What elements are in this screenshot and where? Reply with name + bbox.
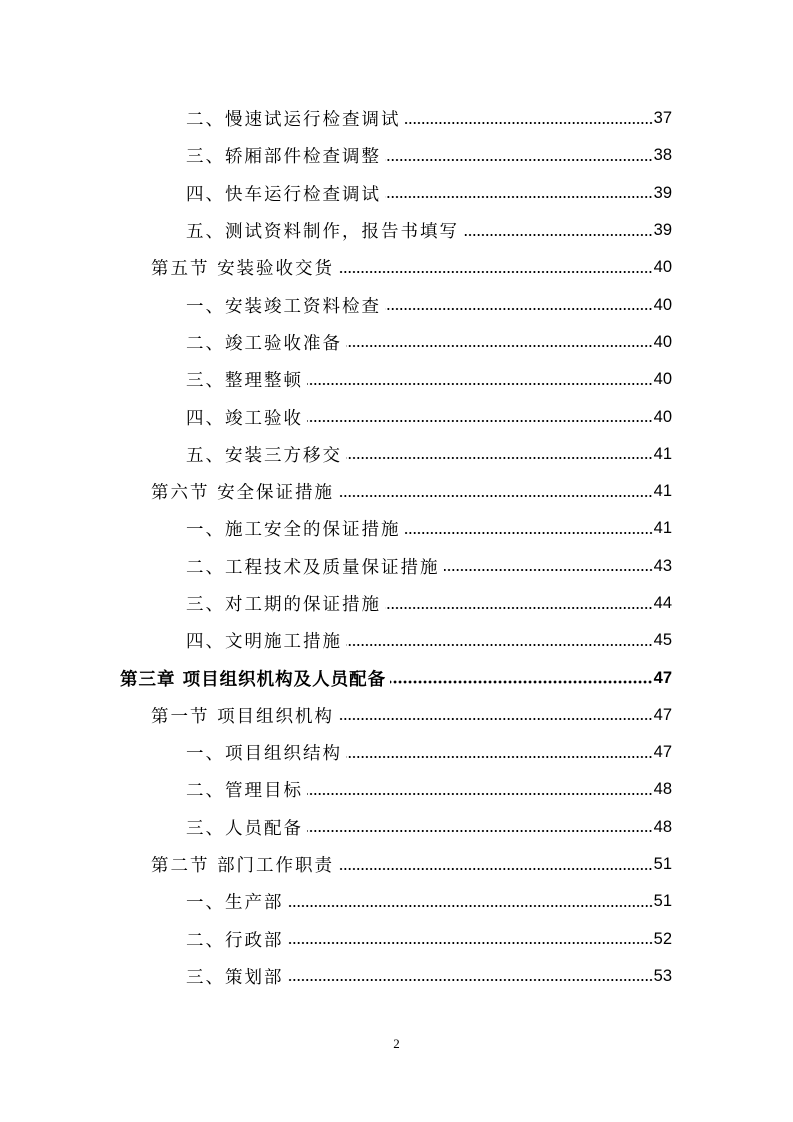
toc-entry-title: 三、整理整顿	[186, 367, 307, 392]
toc-entry-page: 51	[653, 892, 672, 911]
dot-leader	[288, 940, 653, 946]
dot-leader	[307, 828, 653, 834]
toc-entry-title: 四、竣工验收	[186, 405, 307, 430]
toc-chapter-entry[interactable]	[0, 659, 793, 696]
toc-entry[interactable]	[0, 436, 793, 473]
toc-entry[interactable]	[0, 734, 793, 771]
toc-entry-title: 四、文明施工措施	[186, 628, 346, 653]
toc-entry[interactable]	[0, 883, 793, 920]
dot-leader	[338, 493, 653, 499]
dot-leader	[385, 194, 653, 200]
dot-leader	[390, 679, 653, 685]
toc-entry-title: 一、安装竣工资料检查	[186, 293, 385, 318]
toc-entry[interactable]	[0, 361, 793, 398]
toc-section-entry[interactable]	[0, 697, 793, 734]
toc-entry[interactable]	[0, 921, 793, 958]
toc-entry[interactable]	[0, 510, 793, 547]
dot-leader	[307, 418, 653, 424]
toc-entry[interactable]	[0, 809, 793, 846]
toc-entry-page: 47	[653, 743, 672, 762]
dot-leader	[338, 866, 653, 872]
toc-section-entry[interactable]	[0, 249, 793, 286]
dot-leader	[338, 269, 653, 275]
toc-entry-title: 一、生产部	[186, 889, 288, 914]
toc-entry-page: 39	[653, 221, 672, 240]
toc-entry-page: 40	[653, 407, 672, 426]
dot-leader	[307, 381, 653, 387]
toc-entry-title: 第一节 项目组织机构	[151, 703, 338, 728]
toc-entry-page: 41	[653, 482, 672, 501]
toc-entry-page: 39	[653, 183, 672, 202]
dot-leader	[346, 754, 653, 760]
dot-leader	[307, 791, 653, 797]
toc-section-entry[interactable]	[0, 846, 793, 883]
toc-entry-page: 48	[653, 780, 672, 799]
dot-leader	[338, 716, 653, 722]
dot-leader	[463, 232, 653, 238]
toc-entry-page: 51	[653, 855, 672, 874]
toc-entry[interactable]	[0, 175, 793, 212]
toc-entry-title: 第三章 项目组织机构及人员配备	[120, 666, 390, 691]
toc-entry-page: 37	[653, 109, 672, 128]
toc-entry[interactable]	[0, 958, 793, 995]
toc-entry[interactable]	[0, 548, 793, 585]
dot-leader	[405, 120, 653, 126]
toc-entry-title: 三、轿厢部件检查调整	[186, 143, 385, 168]
dot-leader	[385, 157, 653, 163]
dot-leader	[346, 642, 653, 648]
toc-entry-title: 一、施工安全的保证措施	[186, 516, 405, 541]
toc-entry-page: 45	[653, 631, 672, 650]
dot-leader	[405, 530, 653, 536]
toc-entry-title: 五、安装三方移交	[186, 442, 346, 467]
toc-entry-title: 三、策划部	[186, 964, 288, 989]
page-number: 2	[393, 1036, 400, 1051]
toc-entry-page: 40	[653, 258, 672, 277]
table-of-contents	[0, 100, 793, 995]
toc-entry-title: 二、竣工验收准备	[186, 330, 346, 355]
toc-entry[interactable]	[0, 622, 793, 659]
toc-entry[interactable]	[0, 212, 793, 249]
dot-leader	[385, 306, 653, 312]
toc-entry[interactable]	[0, 286, 793, 323]
toc-entry[interactable]	[0, 100, 793, 137]
toc-entry-page: 47	[653, 668, 672, 687]
toc-entry-title: 二、行政部	[186, 927, 288, 952]
toc-entry-page: 53	[653, 966, 672, 985]
dot-leader	[346, 455, 653, 461]
toc-entry-page: 52	[653, 929, 672, 948]
toc-entry-page: 38	[653, 146, 672, 165]
toc-entry-page: 48	[653, 817, 672, 836]
toc-entry[interactable]	[0, 324, 793, 361]
toc-entry-page: 40	[653, 370, 672, 389]
toc-entry-title: 三、人员配备	[186, 815, 307, 840]
toc-entry-title: 第六节 安全保证措施	[151, 479, 338, 504]
toc-entry-page: 41	[653, 444, 672, 463]
toc-entry-title: 三、对工期的保证措施	[186, 591, 385, 616]
dot-leader	[288, 977, 653, 983]
toc-section-entry[interactable]	[0, 473, 793, 510]
toc-entry-page: 41	[653, 519, 672, 538]
toc-entry[interactable]	[0, 137, 793, 174]
toc-entry-page: 47	[653, 705, 672, 724]
toc-entry[interactable]	[0, 398, 793, 435]
toc-entry[interactable]	[0, 771, 793, 808]
toc-entry-page: 40	[653, 332, 672, 351]
toc-entry-title: 一、项目组织结构	[186, 740, 346, 765]
toc-entry-title: 二、慢速试运行检查调试	[186, 106, 405, 131]
dot-leader	[346, 343, 653, 349]
toc-entry-title: 四、快车运行检查调试	[186, 181, 385, 206]
toc-entry-title: 第二节 部门工作职责	[151, 852, 338, 877]
dot-leader	[288, 903, 653, 909]
toc-entry-title: 二、工程技术及质量保证措施	[186, 554, 444, 579]
toc-entry-title: 第五节 安装验收交货	[151, 255, 338, 280]
toc-entry-page: 44	[653, 594, 672, 612]
toc-entry-title: 五、测试资料制作，报告书填写	[186, 218, 463, 243]
toc-entry-page: 43	[653, 556, 672, 575]
toc-entry-page: 40	[653, 295, 672, 314]
toc-entry-title: 二、管理目标	[186, 777, 307, 802]
dot-leader	[444, 567, 653, 573]
toc-entry[interactable]	[0, 585, 793, 622]
dot-leader	[385, 605, 653, 611]
